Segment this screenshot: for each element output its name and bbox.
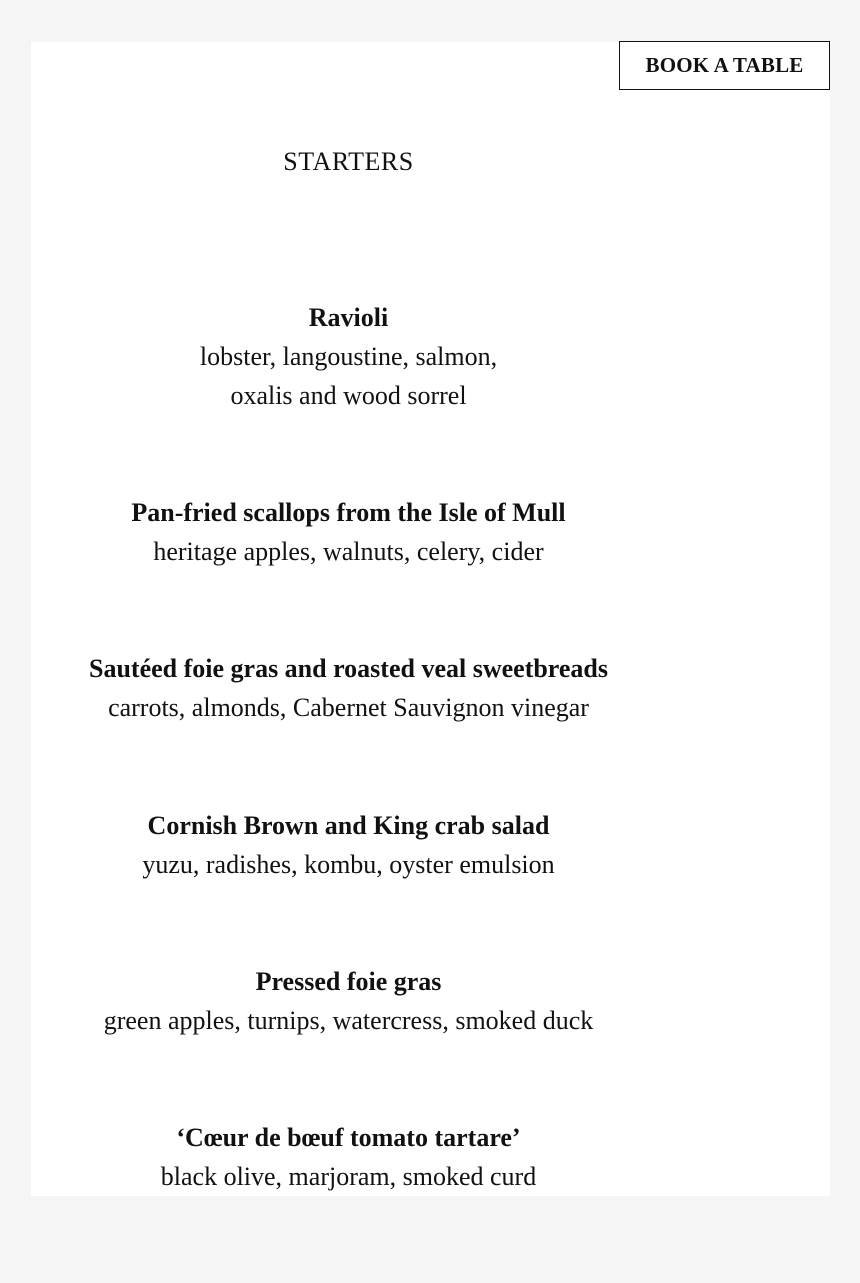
dish-name: Pressed foie gras xyxy=(255,967,442,996)
dish-name: Sautéed foie gras and roasted veal sweetbreads xyxy=(88,654,608,683)
menu-item xyxy=(0,298,697,415)
section-title: STARTERS xyxy=(283,147,414,176)
dish-description: oxalis and wood sorrel xyxy=(230,381,467,410)
menu-item xyxy=(0,649,697,727)
menu-item xyxy=(0,493,697,571)
book-a-table-button[interactable]: BOOK A TABLE xyxy=(619,41,830,90)
dish-name: ‘Cœur de bœuf tomato tartare’ xyxy=(176,1123,521,1152)
menu-item xyxy=(0,806,697,884)
dish-description: heritage apples, walnuts, celery, cider xyxy=(153,537,544,566)
dish-name: Cornish Brown and King crab salad xyxy=(147,811,550,840)
menu-item xyxy=(0,962,697,1040)
dish-description: yuzu, radishes, kombu, oyster emulsion xyxy=(142,850,555,879)
dish-description: lobster, langoustine, salmon, xyxy=(199,342,498,371)
dish-description: green apples, turnips, watercress, smoked duck xyxy=(103,1006,594,1035)
dish-name: Pan-fried scallops from the Isle of Mull xyxy=(131,498,566,527)
dish-description: carrots, almonds, Cabernet Sauvignon vinegar xyxy=(108,693,589,722)
menu-item xyxy=(0,1118,697,1196)
dish-description: black olive, marjoram, smoked curd xyxy=(160,1162,537,1191)
dish-name: Ravioli xyxy=(308,303,389,332)
